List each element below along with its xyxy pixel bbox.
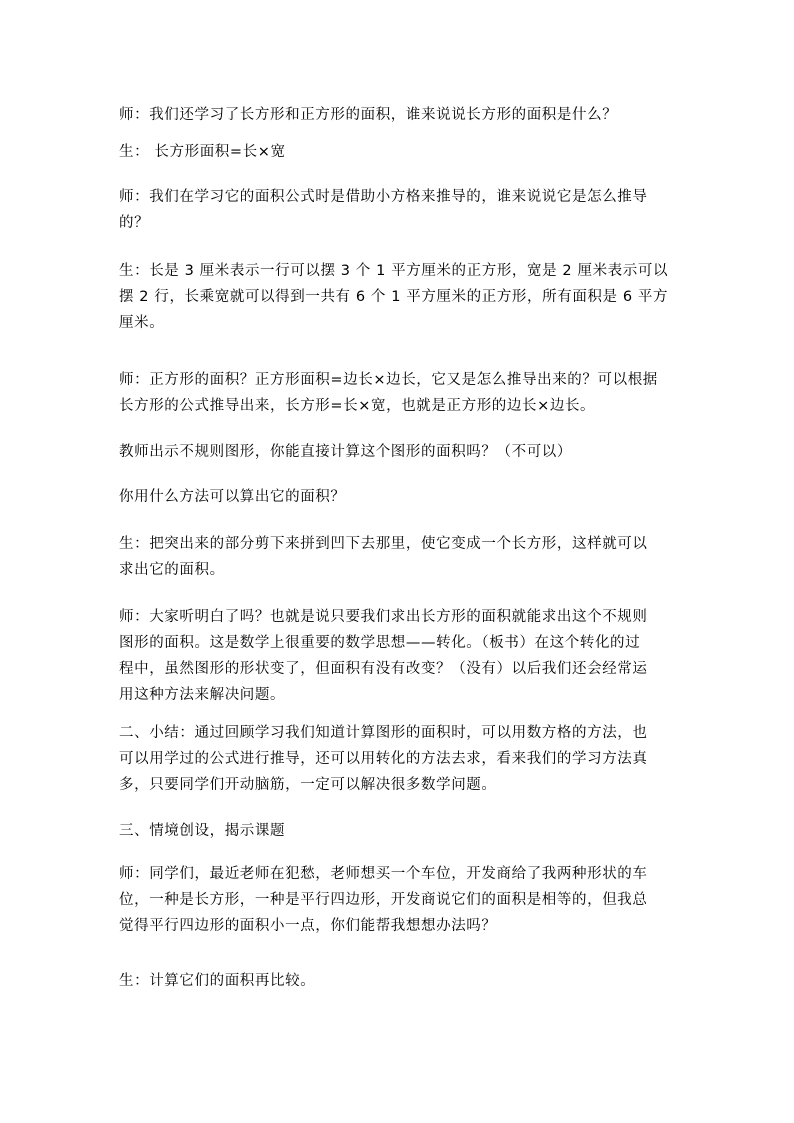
text-line: 厘米。 <box>119 315 165 331</box>
paragraph-student-derivation-answer <box>119 258 679 336</box>
text-line: 二、小结：通过回顾学习我们知道计算图形的面积时，可以用数方格的方法，也 <box>119 725 648 741</box>
paragraph-method-question <box>119 484 679 510</box>
text-line: 生：把突出来的部分剪下来拼到凹下去那里，使它变成一个长方形，这样就可以 <box>119 536 648 552</box>
paragraph-student-cut-and-move <box>119 531 679 583</box>
text-line: 师：我们在学习它的面积公式时是借助小方格来推导的，谁来说说它是怎么推导 <box>119 189 648 205</box>
paragraph-teacher-derivation-question <box>119 184 679 236</box>
paragraph-teacher-question-rectangle <box>119 102 679 128</box>
text-line: 师：我们还学习了长方形和正方形的面积，谁来说说长方形的面积是什么？ <box>119 107 618 123</box>
text-line: 教师出示不规则图形，你能直接计算这个图形的面积吗？（不可以） <box>119 444 572 460</box>
text-line: 程中，虽然图形的形状变了，但面积有没有改变？（没有）以后我们还会经常运 <box>119 661 648 677</box>
paragraph-teacher-parking-space <box>119 861 679 939</box>
text-line: 觉得平行四边形的面积小一点，你们能帮我想想办法吗？ <box>119 918 497 934</box>
text-line: 长方形的公式推导出来，长方形=长×宽，也就是正方形的边长×边长。 <box>119 398 596 414</box>
paragraph-student-compare <box>119 968 679 994</box>
text-line: 可以用学过的公式进行推导，还可以用转化的方法去求，看来我们的学习方法真 <box>119 751 648 767</box>
text-line: 生： 长方形面积=长×宽 <box>119 144 286 160</box>
text-line: 生：长是 3 厘米表示一行可以摆 3 个 1 平方厘米的正方形，宽是 2 厘米表示可以 <box>119 263 669 279</box>
text-line: 三、情境创设，揭示课题 <box>119 823 286 839</box>
text-line: 师：正方形的面积？正方形面积=边长×边长，它又是怎么推导出来的？可以根据 <box>119 372 658 388</box>
text-line: 用这种方法来解决问题。 <box>119 687 286 703</box>
text-line: 图形的面积。这是数学上很重要的数学思想——转化。（板书）在这个转化的过 <box>119 635 641 651</box>
paragraph-irregular-shape-question <box>119 439 679 465</box>
paragraph-teacher-transformation-idea <box>119 604 679 708</box>
text-line: 你用什么方法可以算出它的面积？ <box>119 489 346 505</box>
paragraph-summary <box>119 720 679 798</box>
section-heading-scenario <box>119 818 679 844</box>
text-line: 位，一种是长方形，一种是平行四边形，开发商说它们的面积是相等的，但我总 <box>119 892 648 908</box>
text-line: 摆 2 行，长乘宽就可以得到一共有 6 个 1 平方厘米的正方形，所有面积是 6 平方 <box>119 289 669 305</box>
text-line: 多，只要同学们开动脑筋，一定可以解决很多数学问题。 <box>119 777 497 793</box>
paragraph-student-rectangle-formula <box>119 139 679 165</box>
text-line: 师：同学们，最近老师在犯愁，老师想买一个车位，开发商给了我两种形状的车 <box>119 866 648 882</box>
text-line: 生：计算它们的面积再比较。 <box>119 973 316 989</box>
paragraph-teacher-square-area <box>119 367 679 419</box>
text-line: 师：大家听明白了吗？也就是说只要我们求出长方形的面积就能求出这个不规则 <box>119 609 648 625</box>
text-line: 的？ <box>119 215 150 231</box>
text-line: 求出它的面积。 <box>119 562 225 578</box>
